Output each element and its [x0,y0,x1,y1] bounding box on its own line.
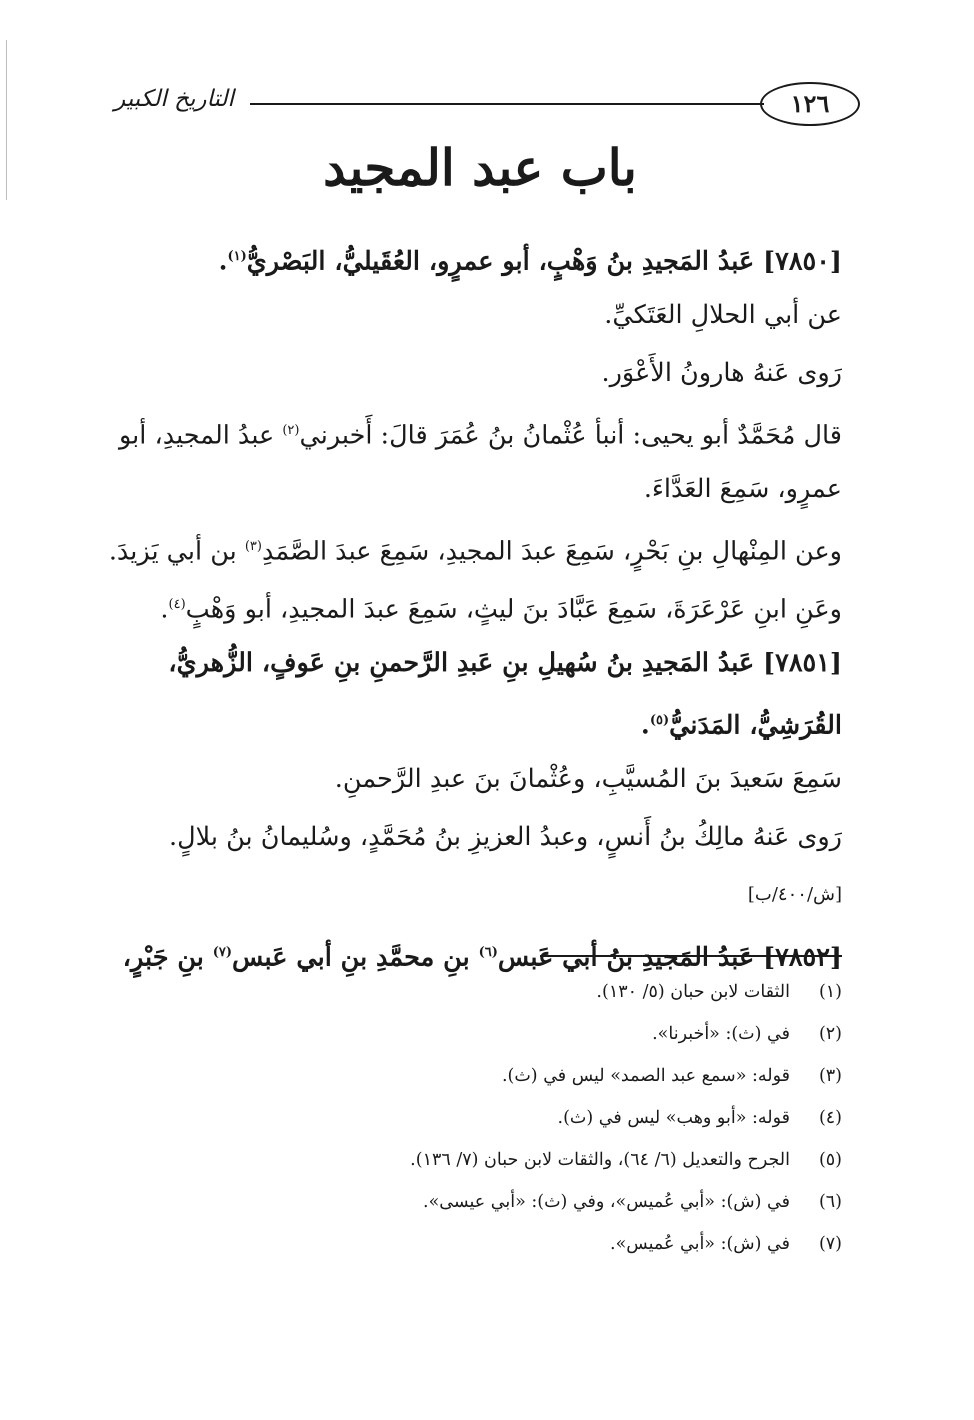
text-line: سَمِعَ سَعيدَ بنَ المُسيَّبِ، وعُثْمانَ بنَ عبدِ الرَّحمنِ. [334,764,842,794]
header-rule [250,103,764,105]
footnote-ref: (٢) [282,423,300,438]
footnote-ref: (٧) [212,945,233,960]
footnote-ref: (١) [227,249,247,264]
footnote-ref: (٥) [649,713,670,728]
entry-7851-heading: [٧٨٥١] عَبدُ المَجيدِ بنُ سُهيلِ بنِ عَبدِ الرَّحمنِ بنِ عَوفٍ، الزُّهريُّ، [168,648,842,678]
footnote-ref: (٦) [478,945,498,960]
text-line: وعن المِنْهالِ بنِ بَحْرٍ، سَمِعَ عبدَ المجيدِ، سَمِعَ عبدَ الصَّمَدِ$^{(٣)}$ بن أبي يَزيدَ. [108,536,842,567]
book-title: التاريخ الكبير [114,86,234,112]
text-line: وعَنِ ابنِ عَرْعَرَةَ، سَمِعَ عَبَّادَ بنَ ليثٍ، سَمِعَ عبدَ المجيدِ، أبو وَهْبٍ$^{(٤)}$. [160,594,842,625]
chapter-title: باب عبد المجيد [323,138,637,197]
footnote-item: (١)الثقات لابن حبان (٥/ ١٣٠). [596,982,842,1002]
footnote-item: (٢)في (ث): «أخبرنا». [652,1024,842,1044]
footnote-ref: (٤) [168,597,186,612]
entry-7851-heading-continued: القُرَشِيُّ، المَدَنيُّ$^{(٥)}$. [640,710,842,741]
text-line: عن أبي الحلالِ العَتَكيِّ. [604,300,842,330]
text-line: رَوى عَنهُ مالِكُ بنُ أَنسٍ، وعبدُ العزيزِ بنُ مُحَمَّدٍ، وسُليمانُ بنُ بلالٍ. [169,822,842,852]
main-text [100,228,842,982]
footnotes [100,972,842,1266]
running-header [100,80,860,130]
footnote-item: (٤)قوله: «أبو وهب» ليس في (ث). [557,1108,842,1128]
manuscript-folio-marker: [ش/٤٠٠/ب] [747,884,842,905]
footnote-ref: (٣) [244,539,262,554]
footnote-item: (٣)قوله: «سمع عبد الصمد» ليس في (ث). [501,1066,842,1086]
text-line: قال مُحَمَّدٌ أبو يحيى: أنبأ عُثْمانُ بنُ عُمَرَ قالَ: أَخبرني$^{(٢)}$ عبدُ المجيدِ، أبو [119,420,842,451]
scan-edge-line [6,40,7,200]
entry-7852-heading: [٧٨٥٢] عَبدُ المَجيدِ بنُ أبي عَبس$^{(٦)}$ بنِ محمَّدِ بنِ أبي عَبس$^{(٧)}$ بنِ جَبْرٍ، [122,942,842,973]
footnote-separator [540,955,842,957]
text-line: رَوى عَنهُ هارونُ الأَعْوَر. [601,358,842,388]
text-line: عمرٍو، سَمِعَ العَدَّاءَ. [643,474,842,504]
page-number: ١٢٦ [760,82,860,126]
footnote-item: (٥)الجرح والتعديل (٦/ ٦٤)، والثقات لابن حبان (٧/ ١٣٦). [410,1150,842,1170]
footnote-item: (٧)في (ش): «أبي عُميس». [610,1234,842,1254]
entry-7850-heading: [٧٨٥٠] عَبدُ المَجيدِ بنُ وَهْبٍ، أبو عمرٍو، العُقَيليُّ، البَصْريُّ$^{(١)}$. [218,246,842,277]
footnote-item: (٦)في (ش): «أبي عُميس»، وفي (ث): «أبي عيسى». [423,1192,842,1212]
